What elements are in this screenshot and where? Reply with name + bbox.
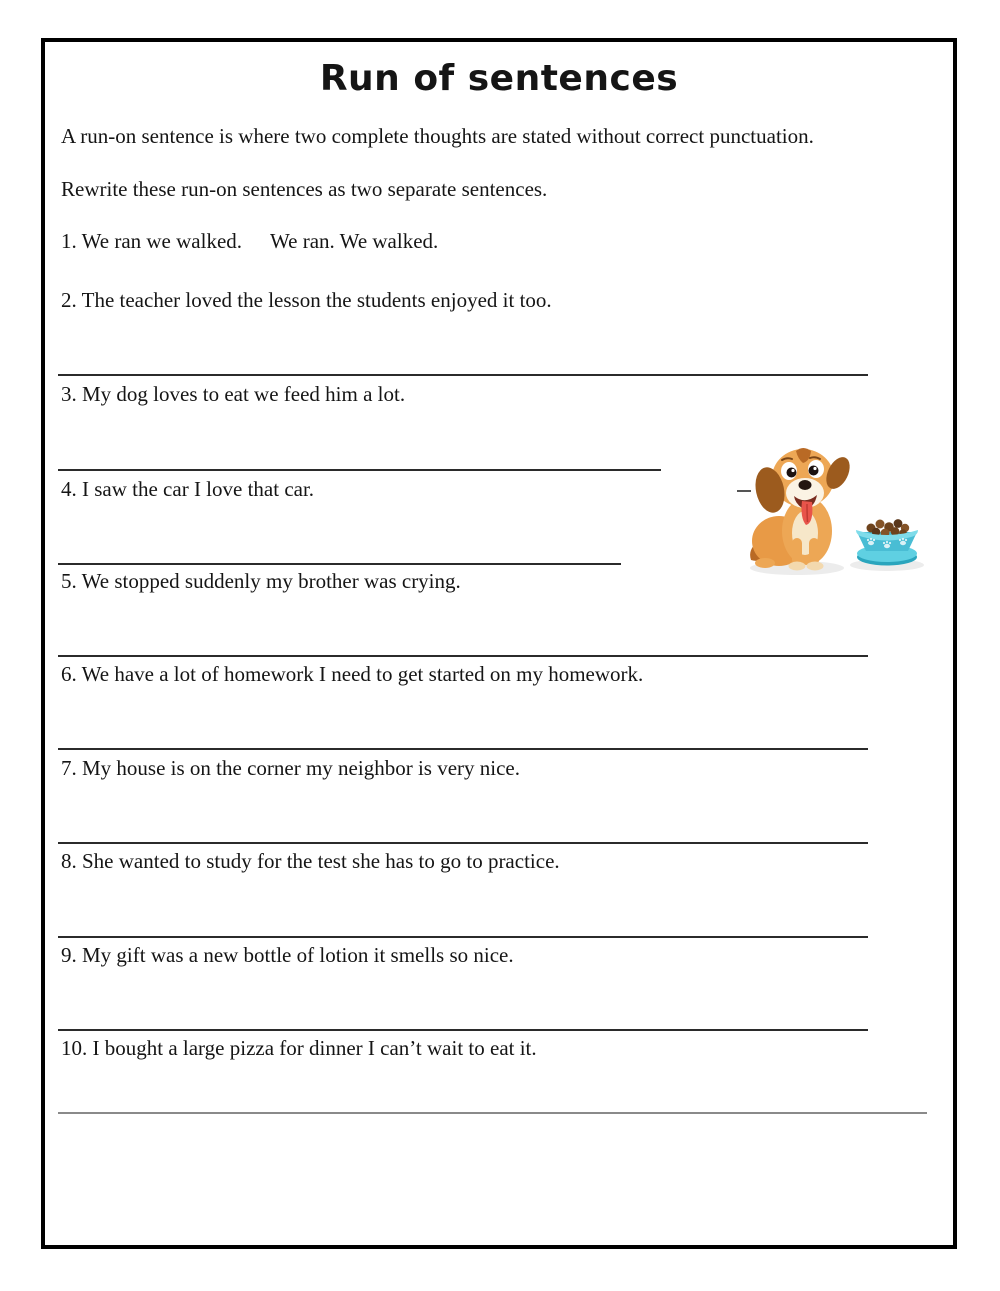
exercise-item-5: 5. We stopped suddenly my brother was crying. [61,569,461,593]
exercise-item-10: 10. I bought a large pizza for dinner I can’t wait to eat it. [61,1036,537,1060]
puppy-with-food-bowl-icon [745,438,925,578]
worksheet-page [41,38,957,1249]
answer-line-2[interactable] [58,374,868,376]
exercise-item-7: 7. My house is on the corner my neighbor is very nice. [61,756,520,780]
exercise-item-6: 6. We have a lot of homework I need to get started on my homework. [61,662,644,686]
dog-bowl-icon [856,519,918,565]
exercise-item-3: 3. My dog loves to eat we feed him a lot. [61,382,406,406]
page-title: Run of sentences [319,58,679,99]
intro-text: A run-on sentence is where two complete thoughts are stated without correct punctuation. [61,124,814,148]
exercise-item-9: 9. My gift was a new bottle of lotion it smells so nice. [61,943,514,967]
exercise-item-1 [61,229,438,254]
example-answer: We ran. We walked. [270,229,439,253]
answer-line-7[interactable] [58,842,868,844]
exercise-item-4: 4. I saw the car I love that car. [61,477,315,501]
exercise-item-2: 2. The teacher loved the lesson the students enjoyed it too. [61,288,552,312]
answer-line-5[interactable] [58,655,868,657]
answer-line-10[interactable] [58,1112,927,1114]
puppy-illustration [745,438,925,578]
dog-icon [750,448,854,571]
answer-line-3[interactable] [58,469,661,471]
exercise-item-8: 8. She wanted to study for the test she has to go to practice. [61,849,560,873]
answer-line-4[interactable] [58,563,621,565]
answer-line-6[interactable] [58,748,868,750]
answer-line-9[interactable] [58,1029,868,1031]
item-1-text: 1. We ran we walked. [61,229,243,253]
instructions-text: Rewrite these run-on sentences as two separate sentences. [61,177,548,201]
answer-line-8[interactable] [58,936,868,938]
